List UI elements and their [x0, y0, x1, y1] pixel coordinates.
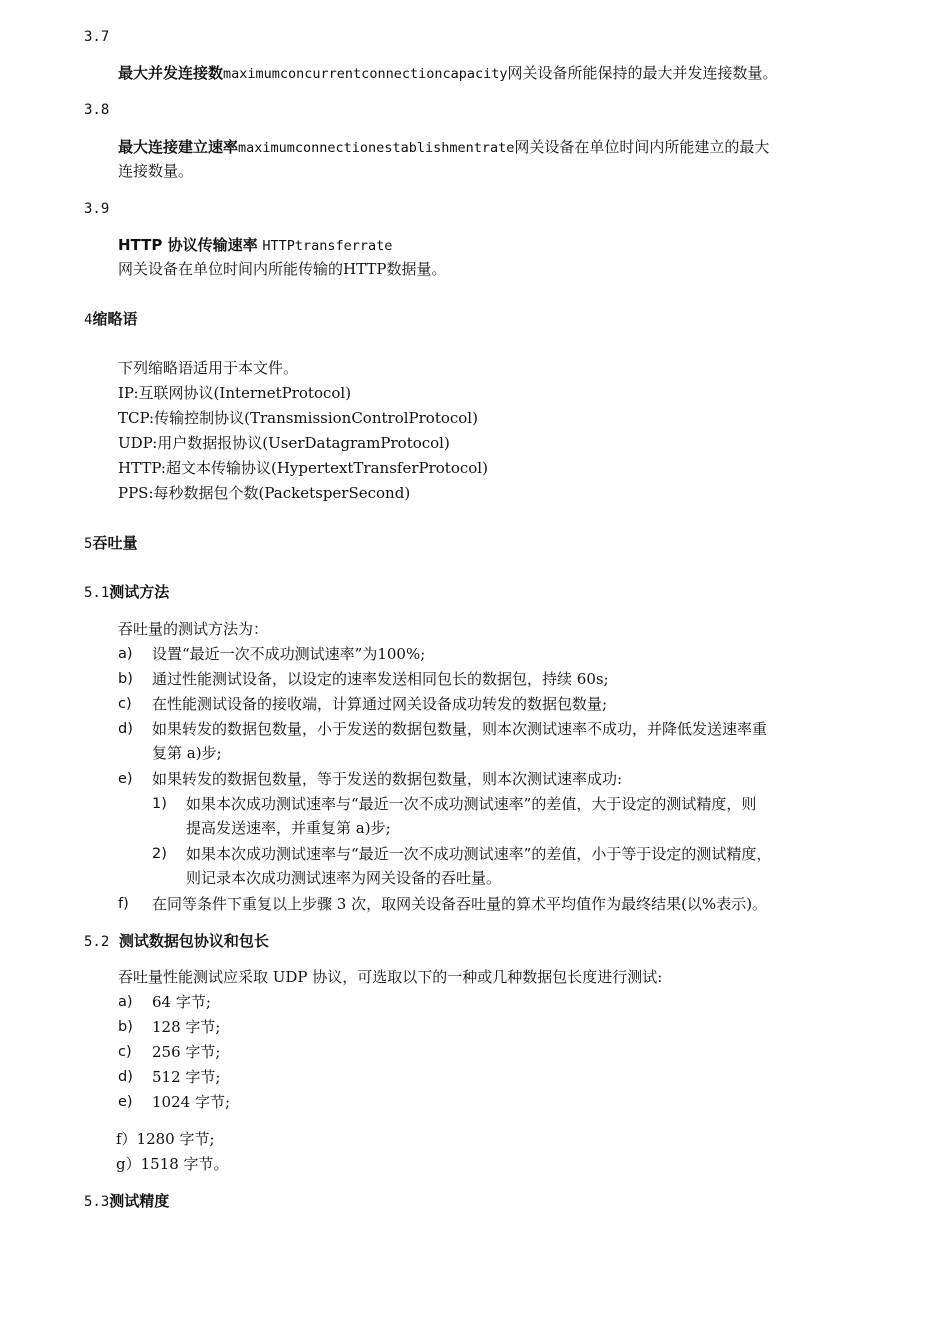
abbrev-intro: 下列缩略语适用于本文件。 — [118, 359, 299, 377]
substep-text-cont: 提高发送速率，并重复第 a)步; — [186, 819, 391, 837]
substep-text: 如果本次成功测试速率与“最近一次不成功测试速率”的差值，大于设定的测试精度，则 — [186, 795, 757, 813]
size-item: 512 字节; — [152, 1068, 221, 1086]
size-item-extra: f）1280 字节; — [116, 1130, 215, 1148]
term-3-8-en: maximumconnectionestablishmentrate — [238, 140, 515, 156]
abbrev-item: UDP:用户数据报协议(UserDatagramProtocol) — [118, 434, 450, 452]
section-5-1-heading — [84, 582, 169, 603]
section-5-3-heading — [84, 1191, 169, 1212]
size-item: 1024 字节; — [152, 1093, 230, 1111]
section-5-number: 5 — [84, 536, 93, 552]
step-text-cont: 复第 a)步; — [152, 744, 222, 762]
term-3-9-cn: HTTP 协议传输速率 — [118, 236, 258, 254]
substep-text-cont: 则记录本次成功测试速率为网关设备的吞吐量。 — [186, 869, 502, 887]
step-text: 设置“最近一次不成功测试速率”为100%; — [152, 645, 426, 663]
substep-marker: 2) — [152, 846, 167, 862]
abbrev-item: TCP:传输控制协议(TransmissionControlProtocol) — [118, 409, 478, 427]
section-5-heading — [84, 533, 137, 554]
section-5-2-heading — [84, 931, 269, 952]
term-3-9-en: HTTPtransferrate — [262, 238, 393, 254]
term-3-7-number: 3.7 — [84, 29, 110, 45]
size-marker: c) — [118, 1044, 132, 1060]
section-5-title: 吞吐量 — [92, 534, 138, 552]
term-3-8-definition-cont: 连接数量。 — [118, 162, 194, 180]
step-marker: c) — [118, 696, 132, 712]
abbrev-item: HTTP:超文本传输协议(HypertextTransferProtocol) — [118, 459, 488, 477]
step-marker: a) — [118, 646, 133, 662]
step-text: 如果转发的数据包数量，等于发送的数据包数量，则本次测试速率成功: — [152, 770, 623, 788]
step-text: 如果转发的数据包数量，小于发送的数据包数量，则本次测试速率不成功，并降低发送速率重 — [152, 720, 768, 738]
term-3-8-cn: 最大连接建立速率 — [118, 138, 239, 156]
step-text: 在同等条件下重复以上步骤 3 次，取网关设备吞吐量的算术平均值作为最终结果(以%表示)。 — [152, 895, 768, 913]
size-marker: d) — [118, 1069, 133, 1085]
step-text: 在性能测试设备的接收端，计算通过网关设备成功转发的数据包数量; — [152, 695, 608, 713]
term-3-8 — [118, 137, 769, 158]
size-item: 256 字节; — [152, 1043, 221, 1061]
step-marker: d) — [118, 721, 133, 737]
abbrev-item: IP:互联网协议(InternetProtocol) — [118, 384, 352, 402]
step-marker: b) — [118, 671, 133, 687]
term-3-8-number: 3.8 — [84, 102, 110, 118]
substep-marker: 1) — [152, 796, 167, 812]
method-intro: 吞吐量的测试方法为： — [118, 620, 269, 638]
term-3-7-en: maximumconcurrentconnectioncapacity — [223, 66, 508, 82]
section-5-2-number: 5.2 — [84, 934, 110, 950]
term-3-7-cn: 最大并发连接数 — [118, 64, 224, 82]
section-5-3-number: 5.3 — [84, 1194, 110, 1210]
term-3-9 — [118, 235, 392, 256]
size-marker: a) — [118, 994, 133, 1010]
size-item-extra: g）1518 字节。 — [116, 1155, 229, 1173]
term-3-8-definition: 网关设备在单位时间内所能建立的最大 — [514, 138, 770, 156]
size-marker: b) — [118, 1019, 133, 1035]
section-4-number: 4 — [84, 312, 93, 328]
term-3-9-definition: 网关设备在单位时间内所能传输的HTTP数据量。 — [118, 260, 447, 278]
step-marker: f) — [118, 896, 129, 912]
section-5-1-number: 5.1 — [84, 585, 110, 601]
section-4-title: 缩略语 — [92, 310, 138, 328]
size-item: 64 字节; — [152, 993, 211, 1011]
step-text: 通过性能测试设备，以设定的速率发送相同包长的数据包，持续 60s; — [152, 670, 609, 688]
term-3-9-number: 3.9 — [84, 201, 110, 217]
section-5-1-title: 测试方法 — [109, 583, 170, 601]
size-marker: e) — [118, 1094, 133, 1110]
substep-text: 如果本次成功测试速率与“最近一次不成功测试速率”的差值，小于等于设定的测试精度， — [186, 845, 772, 863]
term-3-7 — [118, 63, 778, 84]
section-5-3-title: 测试精度 — [109, 1192, 170, 1210]
packet-intro: 吞吐量性能测试应采取 UDP 协议，可选取以下的一种或几种数据包长度进行测试: — [118, 968, 663, 986]
section-4-heading — [84, 309, 137, 330]
abbrev-item: PPS:每秒数据包个数(PacketsperSecond) — [118, 484, 411, 502]
step-marker: e) — [118, 771, 133, 787]
term-3-7-definition: 网关设备所能保持的最大并发连接数量。 — [507, 64, 778, 82]
size-item: 128 字节; — [152, 1018, 221, 1036]
section-5-2-title: 测试数据包协议和包长 — [118, 932, 269, 950]
